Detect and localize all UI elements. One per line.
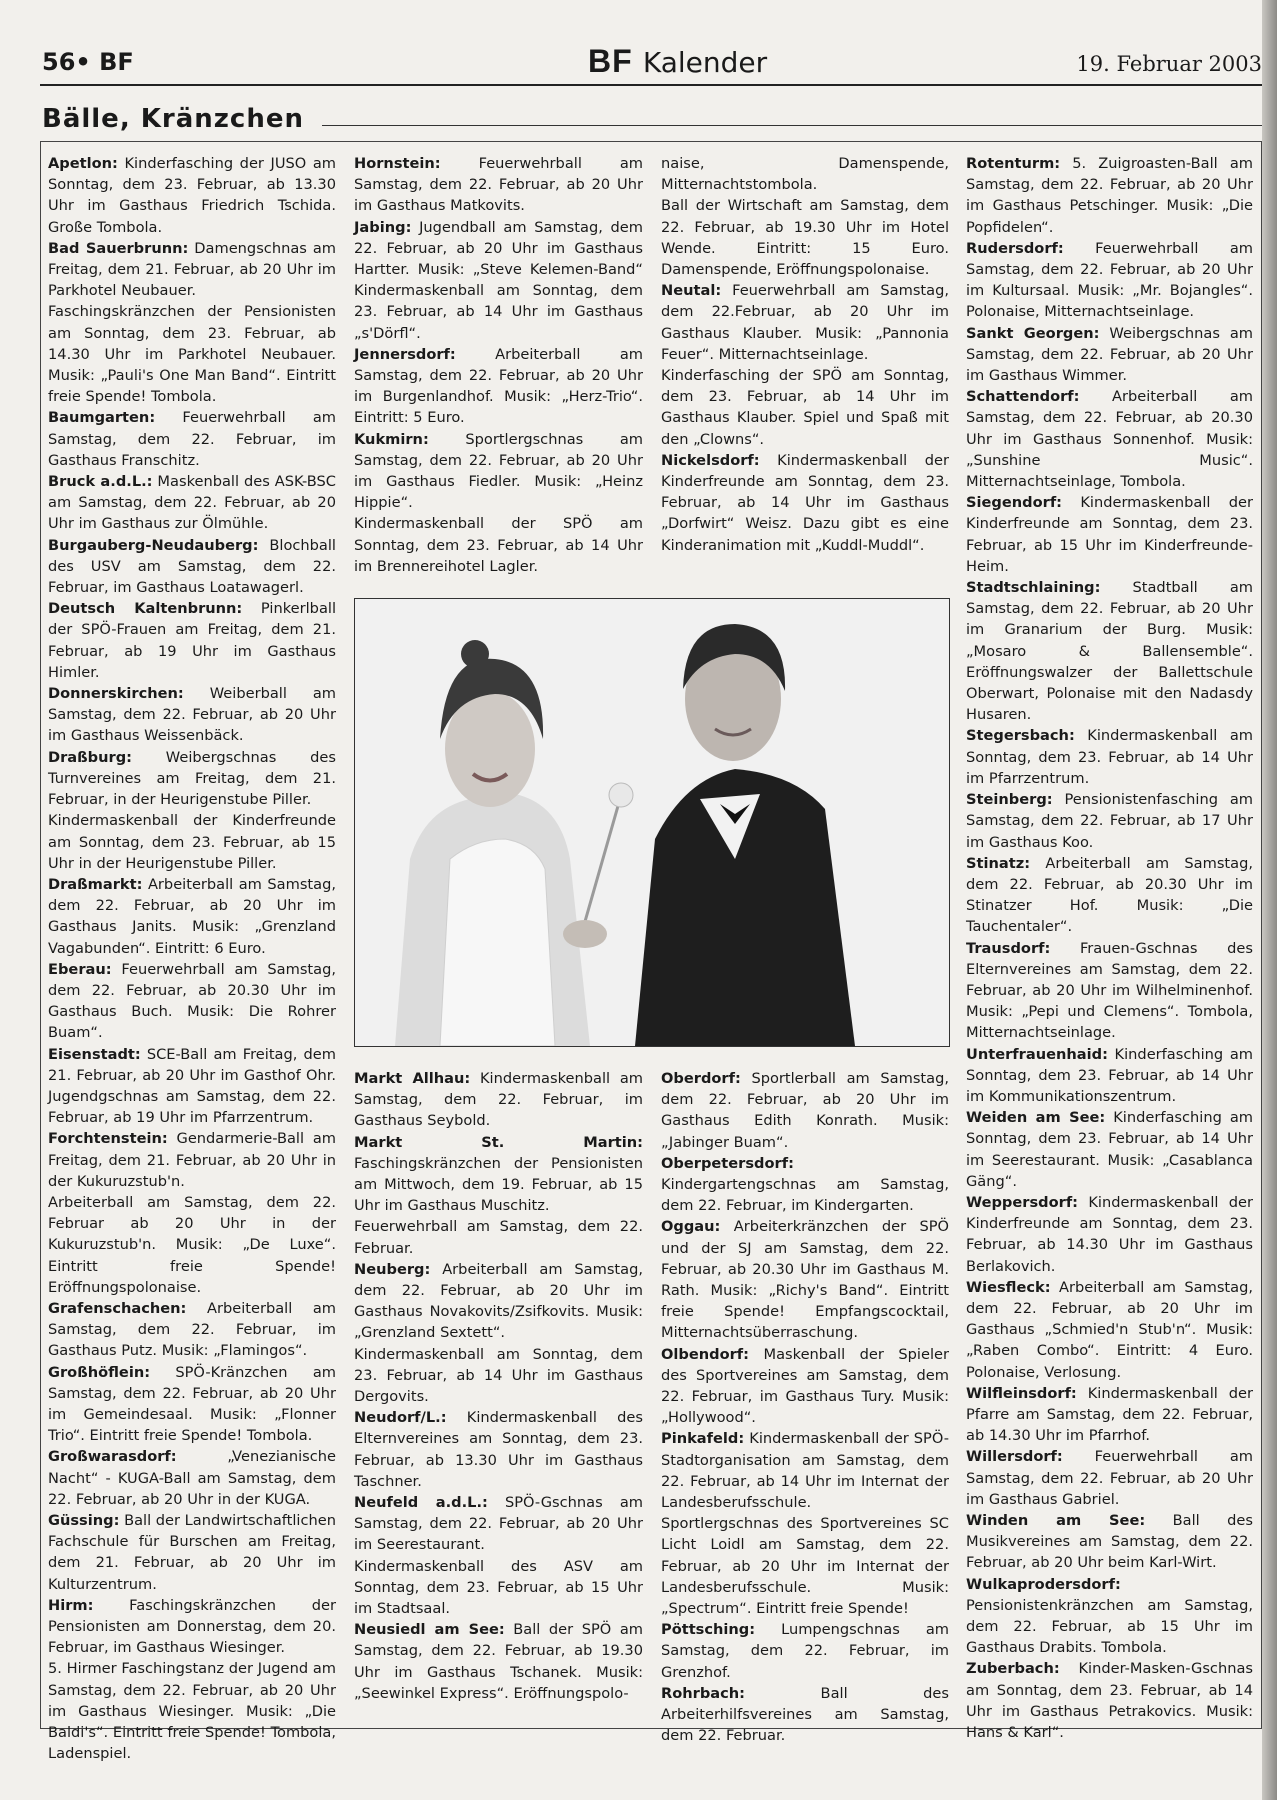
event-place: Kukmirn: xyxy=(354,430,429,448)
event-text: Kindermaskenball am Sonntag, dem 23. Februar, ab 14 Uhr im Pfarrzentrum. xyxy=(966,727,1253,787)
event-text: SPÖ-Gschnas am Samstag, dem 22. Februar, ab 20 Uhr im Seerestaurant. xyxy=(354,1494,643,1554)
event-entry xyxy=(48,1128,336,1192)
event-text: Kindermaskenball der SPÖ-Stadtorganisation am Samstag, dem 22. Februar, ab 14 Uhr im Internat der Landesberufsschule. xyxy=(661,1430,949,1512)
event-text: Maskenball des ASK-BSC am Samstag, dem 22. Februar, ab 20 Uhr im Gasthaus zur Ölmühle. xyxy=(48,473,336,533)
event-text: Feuerwehrball am Samstag, dem 22.Februar, ab 20 Uhr im Gasthaus Klauber. Musik: „Pannonia Feuer“. Mitternachtseinlage. xyxy=(661,282,949,363)
event-text: Arbeiterball am Samstag, dem 22. Februar, ab 20 Uhr im Burgenlandhof. Musik: „Herz-Trio“. Eintritt: 5 Euro. xyxy=(354,345,643,427)
event-place: Trausdorf: xyxy=(966,939,1051,957)
event-entry xyxy=(661,280,949,365)
event-text: Lumpengschnas am Samstag, dem 22. Februar, im Grenzhof. xyxy=(661,1621,949,1681)
event-text: SCE-Ball am Freitag, dem 21. Februar, ab 20 Uhr im Gasthof Ohr. Jugendgschnas am Samstag, dem 22. Februar, ab 19 Uhr im Pfarrzentrum. xyxy=(48,1045,336,1127)
event-text: Kindermaskenball der SPÖ am Sonntag, dem 23. Februar, ab 14 Uhr im Brennereihotel Lagler. xyxy=(354,515,643,575)
event-entry xyxy=(48,535,336,599)
event-place: Oggau: xyxy=(661,1218,721,1236)
event-place: Neufeld a.d.L.: xyxy=(354,1494,488,1512)
event-entry xyxy=(966,238,1253,323)
event-entry xyxy=(661,450,949,556)
event-text: Faschingskränzchen der Pensionisten am Donnerstag, dem 20. Februar, im Gasthaus Wiesinger. xyxy=(48,1596,336,1657)
event-place: Stadtschlaining: xyxy=(966,579,1101,597)
event-text: 5. Zuigroasten-Ball am Samstag, dem 22. Februar, ab 20 Uhr im Gasthaus Petschinger. Musik: „Die Popfidelen“. xyxy=(966,155,1253,236)
event-entry xyxy=(966,938,1253,1044)
event-text: Weibergschnas am Samstag, dem 22. Februar, ab 20 Uhr im Gasthaus Wimmer. xyxy=(966,324,1253,385)
event-text: Feuerwehrball am Samstag, dem 22. Februar, ab 20 Uhr im Gasthaus Matkovits. xyxy=(354,155,643,215)
event-text: Kindergartengschnas am Samstag, dem 22. Februar, im Kindergarten. xyxy=(661,1176,949,1215)
masthead-logo: BF xyxy=(588,43,633,79)
event-entry xyxy=(661,1683,949,1747)
event-text: Kinderfasching der JUSO am Sonntag, dem 23. Februar, ab 13.30 Uhr im Gasthaus Friedrich Tschida. Große Tombola. xyxy=(48,155,336,236)
page-edge-shadow xyxy=(1262,0,1277,1800)
event-place: Apetlon: xyxy=(48,155,118,172)
event-place: Willersdorf: xyxy=(966,1448,1063,1466)
event-entry xyxy=(48,1192,336,1298)
event-text: Feuerwehrball am Samstag, dem 22. Februar. xyxy=(354,1218,643,1257)
event-entry xyxy=(661,365,949,450)
column-4 xyxy=(966,153,1253,1743)
event-text: „Venezianische Nacht“ - KUGA-Ball am Samstag, dem 22. Februar, ab 20 Uhr in der KUGA. xyxy=(48,1448,336,1508)
event-text: Blochball des USV am Samstag, dem 22. Februar, im Gasthaus Loatawagerl. xyxy=(48,536,336,597)
event-text: Kindermaskenball am Sonntag, dem 23. Februar, ab 14 Uhr im Gasthaus Dergovits. xyxy=(354,1345,643,1406)
event-text: Gendarmerie-Ball am Freitag, dem 21. Februar, ab 20 Uhr in der Kukuruzstub'n. xyxy=(48,1130,336,1190)
event-text: Pensionistenkränzchen am Samstag, dem 22. Februar, ab 15 Uhr im Gasthaus Drabits. Tombola. xyxy=(966,1596,1253,1657)
event-entry xyxy=(48,810,336,874)
page-header xyxy=(40,42,1262,84)
event-text: Sportlerball am Samstag, dem 22. Februar, ab 20 Uhr im Gasthaus Edith Konrath. Musik: „Jabinger Buam“. xyxy=(661,1070,949,1151)
event-text: Kindermaskenball der Kinderfreunde am Sonntag, dem 23. Februar, ab 15 Uhr im Kinderfreunde-Heim. xyxy=(966,494,1253,575)
event-text: Kinder-Masken-Gschnas am Sonntag, dem 23. Februar, ab 14 Uhr im Gasthaus Petrakovics. Musik: Hans & Karl“. xyxy=(966,1660,1253,1742)
event-entry xyxy=(354,1344,643,1408)
event-place: Großhöflein: xyxy=(48,1363,151,1381)
page-number: 56• BF xyxy=(42,48,134,76)
event-place: Hirm: xyxy=(48,1596,94,1614)
event-text: SPÖ-Kränzchen am Samstag, dem 22. Februar, ab 20 Uhr im Gemeindesaal. Musik: „Flonner Trio“. Eintritt freie Spende! Tombola. xyxy=(48,1363,336,1445)
event-place: Wiesfleck: xyxy=(966,1278,1051,1296)
event-place: Wilfleinsdorf: xyxy=(966,1384,1077,1402)
event-text: Kinderfasching am Sonntag, dem 23. Februar, ab 14 Uhr im Seerestaurant. Musik: „Casablanca Gäng“. xyxy=(966,1109,1253,1190)
event-text: Ball der Landwirtschaftlichen Fachschule für Burschen am Freitag, dem 21. Februar, ab 20 Uhr im Kulturzentrum. xyxy=(48,1512,336,1593)
issue-date: 19. Februar 2003 xyxy=(1076,52,1262,76)
event-text: Arbeiterball am Samstag, dem 22. Februar, ab 20 Uhr im Gasthaus Janits. Musik: „Grenzland Vagabunden“. Eintritt: 6 Euro. xyxy=(48,875,336,957)
event-place: Winden am See: xyxy=(966,1512,1146,1529)
event-entry xyxy=(661,1428,949,1513)
event-place: Rotenturm: xyxy=(966,155,1061,172)
event-place: Pöttsching: xyxy=(661,1621,756,1639)
event-entry xyxy=(354,1492,643,1556)
event-text: Pensionistenfasching am Samstag, dem 22. Februar, ab 17 Uhr im Gasthaus Koo. xyxy=(966,791,1253,851)
event-entry xyxy=(354,217,643,344)
event-entry xyxy=(48,1658,336,1764)
event-entry xyxy=(354,1556,643,1620)
event-place: Grafenschachen: xyxy=(48,1299,187,1317)
event-text: Maskenball der Spieler des Sportvereines am Samstag, dem 22. Februar, im Gasthaus Tury. Musik: „Hollywood“. xyxy=(661,1345,949,1427)
column-3 xyxy=(661,153,949,556)
event-entry xyxy=(966,1658,1253,1743)
event-place: Jennersdorf: xyxy=(354,345,456,363)
event-entry xyxy=(354,344,643,429)
event-entry xyxy=(48,407,336,471)
event-entry xyxy=(661,1068,949,1153)
event-text: Ball des Arbeiterhilfsvereines am Samstag, dem 22. Februar. xyxy=(661,1684,949,1745)
event-text: Feuerwehrball am Samstag, dem 22. Februar, ab 20.30 Uhr im Gasthaus Buch. Musik: Die Rohrer Buam“. xyxy=(48,960,336,1042)
event-place: Steinberg: xyxy=(966,791,1053,809)
event-text: Sportlergschnas am Samstag, dem 22. Februar, ab 20 Uhr im Gasthaus Fiedler. Musik: „Heinz Hippie“. xyxy=(354,430,643,512)
event-place: Neutal: xyxy=(661,282,722,300)
event-text: Stadtball am Samstag, dem 22. Februar, ab 20 Uhr im Granarium der Burg. Musik: „Mosaro & Ballensemble“. Eröffnungswalzer der Ballettschule Oberwart, Polonaise mit den Nadasdy Husaren. xyxy=(966,579,1253,724)
event-entry xyxy=(966,1574,1253,1659)
event-text: Arbeiterball am Samstag, dem 22. Februar ab 20 Uhr in der Kukuruzstub'n. Musik: „De Luxe“. Eintritt freie Spende! Eröffnungspolonaise. xyxy=(48,1193,336,1296)
event-text: Weiberball am Samstag, dem 22. Februar, ab 20 Uhr im Gasthaus Weissenbäck. xyxy=(48,685,336,745)
event-place: Oberpetersdorf: xyxy=(661,1154,794,1172)
event-entry xyxy=(48,874,336,959)
event-place: Donnerskirchen: xyxy=(48,685,184,703)
event-entry xyxy=(966,1044,1253,1108)
event-entry xyxy=(48,747,336,811)
event-place: Stegersbach: xyxy=(966,727,1075,745)
event-entry xyxy=(354,1216,643,1258)
event-entry xyxy=(48,1510,336,1595)
event-entry xyxy=(354,1132,643,1217)
section-title: Bälle, Kränzchen xyxy=(42,104,304,134)
event-place: Siegendorf: xyxy=(966,494,1062,512)
event-text: Faschingskränzchen der Pensionisten am Mittwoch, dem 19. Februar, ab 15 Uhr im Gasthaus Muschitz. xyxy=(354,1154,643,1215)
event-place: Markt Allhau: xyxy=(354,1070,471,1087)
event-place: Schattendorf: xyxy=(966,388,1080,406)
event-place: Pinkafeld: xyxy=(661,1430,745,1448)
event-place: Rudersdorf: xyxy=(966,239,1064,257)
event-entry xyxy=(48,1044,336,1129)
event-entry xyxy=(354,1259,643,1344)
event-text: Damengschnas am Freitag, dem 21. Februar, ab 20 Uhr im Parkhotel Neubauer. xyxy=(48,239,336,300)
event-place: Weiden am See: xyxy=(966,1109,1106,1127)
event-entry xyxy=(966,386,1253,492)
event-entry xyxy=(966,1192,1253,1277)
event-place: Draßburg: xyxy=(48,748,132,766)
event-text: Arbeiterball am Samstag, dem 22. Februar, ab 20 Uhr im Gasthaus Novakovits/Zsifkovits. Musik: „Grenzland Sextett“. xyxy=(354,1260,643,1342)
event-place: Neuberg: xyxy=(354,1260,431,1278)
event-text: naise, Damenspende, Mitternachtstombola. xyxy=(661,155,949,194)
event-entry xyxy=(966,1107,1253,1192)
event-entry xyxy=(354,1068,643,1132)
event-entry xyxy=(966,153,1253,238)
event-place: Großwarasdorf: xyxy=(48,1448,177,1466)
event-place: Neusiedl am See: xyxy=(354,1621,505,1639)
event-place: Hornstein: xyxy=(354,155,441,172)
section-title-rule xyxy=(322,125,1262,126)
masthead-title: Kalender xyxy=(642,46,768,79)
event-place: Jabing: xyxy=(354,218,412,236)
event-entry xyxy=(966,323,1253,387)
event-entry xyxy=(661,1216,949,1343)
event-place: Eberau: xyxy=(48,960,112,978)
event-place: Eisenstadt: xyxy=(48,1045,141,1063)
event-entry xyxy=(966,1446,1253,1510)
event-text: Arbeiterball am Samstag, dem 22. Februar, im Gasthaus Putz. Musik: „Flamingos“. xyxy=(48,1299,336,1360)
event-place: Nickelsdorf: xyxy=(661,451,760,469)
event-entry xyxy=(354,513,643,577)
event-text: Ball des Musikvereines am Samstag, dem 22. Februar, ab 20 Uhr beim Karl-Wirt. xyxy=(966,1512,1253,1572)
event-text: Kindermaskenball der Kinderfreunde am Sonntag, dem 23. Februar, ab 14.30 Uhr im Gasthaus Berlakovich. xyxy=(966,1193,1253,1275)
event-text: Sportlergschnas des Sportvereines SC Licht Loidl am Samstag, dem 22. Februar, ab 20 Uhr im Internat der Landesberufsschule. Musik: „Spectrum“. Eintritt freie Spende! xyxy=(661,1515,949,1618)
event-text: Feuerwehrball am Samstag, dem 22. Februar, ab 20 Uhr im Gasthaus Gabriel. xyxy=(966,1448,1253,1508)
event-text: Arbeiterball am Samstag, dem 22. Februar, ab 20.30 Uhr im Stinatzer Hof. Musik: „Die Tauchentaler“. xyxy=(966,854,1253,936)
masthead xyxy=(588,42,767,80)
event-text: Jugendball am Samstag, dem 22. Februar, ab 20 Uhr im Gasthaus Hartter. Musik: „Steve Kelemen-Band“ Kindermaskenball am Sonntag, dem 23. Februar, ab 14 Uhr im Gasthaus „s'Dörfl“. xyxy=(354,218,643,342)
event-entry xyxy=(966,1277,1253,1383)
event-entry xyxy=(48,238,336,302)
event-text: Kinderfasching der SPÖ am Sonntag, dem 23. Februar, ab 14 Uhr im Gasthaus Klauber. Spiel und Spaß mit den „Clowns“. xyxy=(661,367,949,448)
header-rule xyxy=(40,84,1262,86)
event-place: Stinatz: xyxy=(966,854,1031,872)
event-text: Ball der Wirtschaft am Samstag, dem 22. Februar, ab 19.30 Uhr im Hotel Wende. Eintritt: 15 Euro. Damenspende, Eröffnungspolonaise. xyxy=(661,197,949,279)
event-place: Forchtenstein: xyxy=(48,1130,168,1148)
event-place: Oberdorf: xyxy=(661,1070,741,1087)
event-entry xyxy=(354,1619,643,1704)
event-entry xyxy=(966,1383,1253,1447)
event-entry xyxy=(661,1344,949,1429)
event-text: Kinderfasching am Sonntag, dem 23. Februar, ab 14 Uhr im Kommunikationszentrum. xyxy=(966,1045,1253,1105)
event-place: Sankt Georgen: xyxy=(966,324,1100,342)
event-entry xyxy=(661,153,949,195)
event-place: Markt St. Martin: xyxy=(354,1133,643,1151)
event-entry xyxy=(48,1362,336,1447)
event-place: Bad Sauerbrunn: xyxy=(48,239,189,257)
event-text: Kindermaskenball des Elternvereines am Sonntag, dem 23. Februar, ab 13.30 Uhr im Gasthaus Taschner. xyxy=(354,1409,643,1490)
event-text: Arbeiterball am Samstag, dem 22. Februar, ab 20.30 Uhr im Gasthaus Sonnenhof. Musik: „Sunshine Music“. Mitternachtseinlage, Tombola. xyxy=(966,388,1253,491)
event-place: Rohrbach: xyxy=(661,1684,746,1702)
event-text: Kindermaskenball der Kinderfreunde am Sonntag, dem 23. Februar, ab 15 Uhr in der Heurigenstube Piller. xyxy=(48,812,336,872)
event-text: Kindermaskenball der Kinderfreunde am Sonntag, dem 23. Februar, ab 14 Uhr im Gasthaus „Dorfwirt“ Weisz. Dazu gibt es eine Kinderanimation mit „Kuddl-Muddl“. xyxy=(661,451,949,554)
event-entry xyxy=(966,789,1253,853)
event-entry xyxy=(966,1510,1253,1574)
event-entry xyxy=(48,683,336,747)
event-entry xyxy=(354,1407,643,1492)
column-2 xyxy=(354,153,643,577)
event-entry xyxy=(48,1298,336,1362)
event-place: Burgauberg-Neudauberg: xyxy=(48,536,259,554)
event-text: Kindermaskenball des ASV am Sonntag, dem 23. Februar, ab 15 Uhr im Stadtsaal. xyxy=(354,1557,643,1618)
column-3-lower xyxy=(661,1068,949,1747)
event-text: Ball der SPÖ am Samstag, dem 22. Februar, ab 19.30 Uhr im Gasthaus Tschanek. Musik: „Seewinkel Express“. Eröffnungspolo- xyxy=(354,1621,643,1702)
event-place: Baumgarten: xyxy=(48,409,156,427)
column-1 xyxy=(48,153,336,1764)
event-place: Unterfrauenhaid: xyxy=(966,1045,1108,1063)
event-text: Arbeiterkränzchen der SPÖ und der SJ am Samstag, dem 22. Februar, ab 20.30 Uhr im Gasthaus M. Rath. Musik: „Richy's Band“. Eintritt freie Spende! Empfangscocktail, Mitternachtsüberraschung. xyxy=(661,1218,949,1342)
event-place: Weppersdorf: xyxy=(966,1193,1079,1211)
event-entry xyxy=(966,853,1253,938)
event-place: Güssing: xyxy=(48,1512,120,1529)
event-text: 5. Hirmer Faschingstanz der Jugend am Samstag, dem 22. Februar, ab 20 Uhr im Gasthaus Wiesinger. Musik: „Die Baldi's“. Eintritt freie Spende! Tombola, Ladenspiel. xyxy=(48,1660,336,1763)
event-text: Pinkerlball der SPÖ-Frauen am Freitag, dem 21. Februar, ab 19 Uhr im Gasthaus Himler. xyxy=(48,600,336,681)
event-place: Neudorf/L.: xyxy=(354,1409,447,1427)
column-2-lower xyxy=(354,1068,643,1704)
event-entry xyxy=(354,153,643,217)
event-entry xyxy=(48,598,336,683)
event-text: Weibergschnas des Turnvereines am Freitag, dem 21. Februar, in der Heurigenstube Piller. xyxy=(48,748,336,809)
event-place: Deutsch Kaltenbrunn: xyxy=(48,600,243,618)
event-entry xyxy=(48,153,336,238)
event-entry xyxy=(966,577,1253,725)
event-text: Kindermaskenball der Pfarre am Samstag, dem 22. Februar, ab 14.30 Uhr im Pfarrhof. xyxy=(966,1384,1253,1445)
event-entry xyxy=(48,471,336,535)
event-text: Feuerwehrball am Samstag, dem 22. Februar, ab 20 Uhr im Kultursaal. Musik: „Mr. Bojangles“. Polonaise, Mitternachtseinlage. xyxy=(966,239,1253,321)
event-place: Olbendorf: xyxy=(661,1345,749,1363)
event-entry xyxy=(661,1619,949,1683)
event-text: Feuerwehrball am Samstag, dem 22. Februar, im Gasthaus Franschitz. xyxy=(48,409,336,469)
event-place: Zuberbach: xyxy=(966,1660,1060,1678)
event-entry xyxy=(48,1595,336,1659)
event-text: Arbeiterball am Samstag, dem 22. Februar, ab 20 Uhr im Gasthaus „Schmied'n Stub'n“. Musik: „Raben Combo“. Eintritt: 4 Euro. Polonaise, Verlosung. xyxy=(966,1278,1253,1381)
event-entry xyxy=(48,959,336,1044)
event-entry xyxy=(354,429,643,514)
event-text: Frauen-Gschnas des Elternvereines am Samstag, dem 22. Februar, ab 20 Uhr im Wilhelminenhof. Musik: „Pepi und Clemens“. Tombola, Mitternachtseinlage. xyxy=(966,939,1253,1042)
event-entry xyxy=(661,1153,949,1217)
event-entry xyxy=(966,492,1253,577)
event-entry xyxy=(661,1513,949,1619)
event-entry xyxy=(48,301,336,407)
event-entry xyxy=(661,195,949,280)
event-text: Kindermaskenball am Samstag, dem 22. Februar, im Gasthaus Seybold. xyxy=(354,1070,643,1130)
couple-photo xyxy=(354,598,950,1047)
event-place: Bruck a.d.L.: xyxy=(48,473,153,491)
event-entry xyxy=(966,725,1253,789)
event-text: Faschingskränzchen der Pensionisten am Sonntag, dem 23. Februar, ab 14.30 Uhr im Parkhotel Neubauer. Musik: „Pauli's One Man Band“. Eintritt freie Spende! Tombola. xyxy=(48,303,336,406)
event-place: Wulkaprodersdorf: xyxy=(966,1575,1121,1593)
event-entry xyxy=(48,1446,336,1510)
event-place: Draßmarkt: xyxy=(48,875,143,893)
couple-photo-illustration xyxy=(355,599,949,1046)
